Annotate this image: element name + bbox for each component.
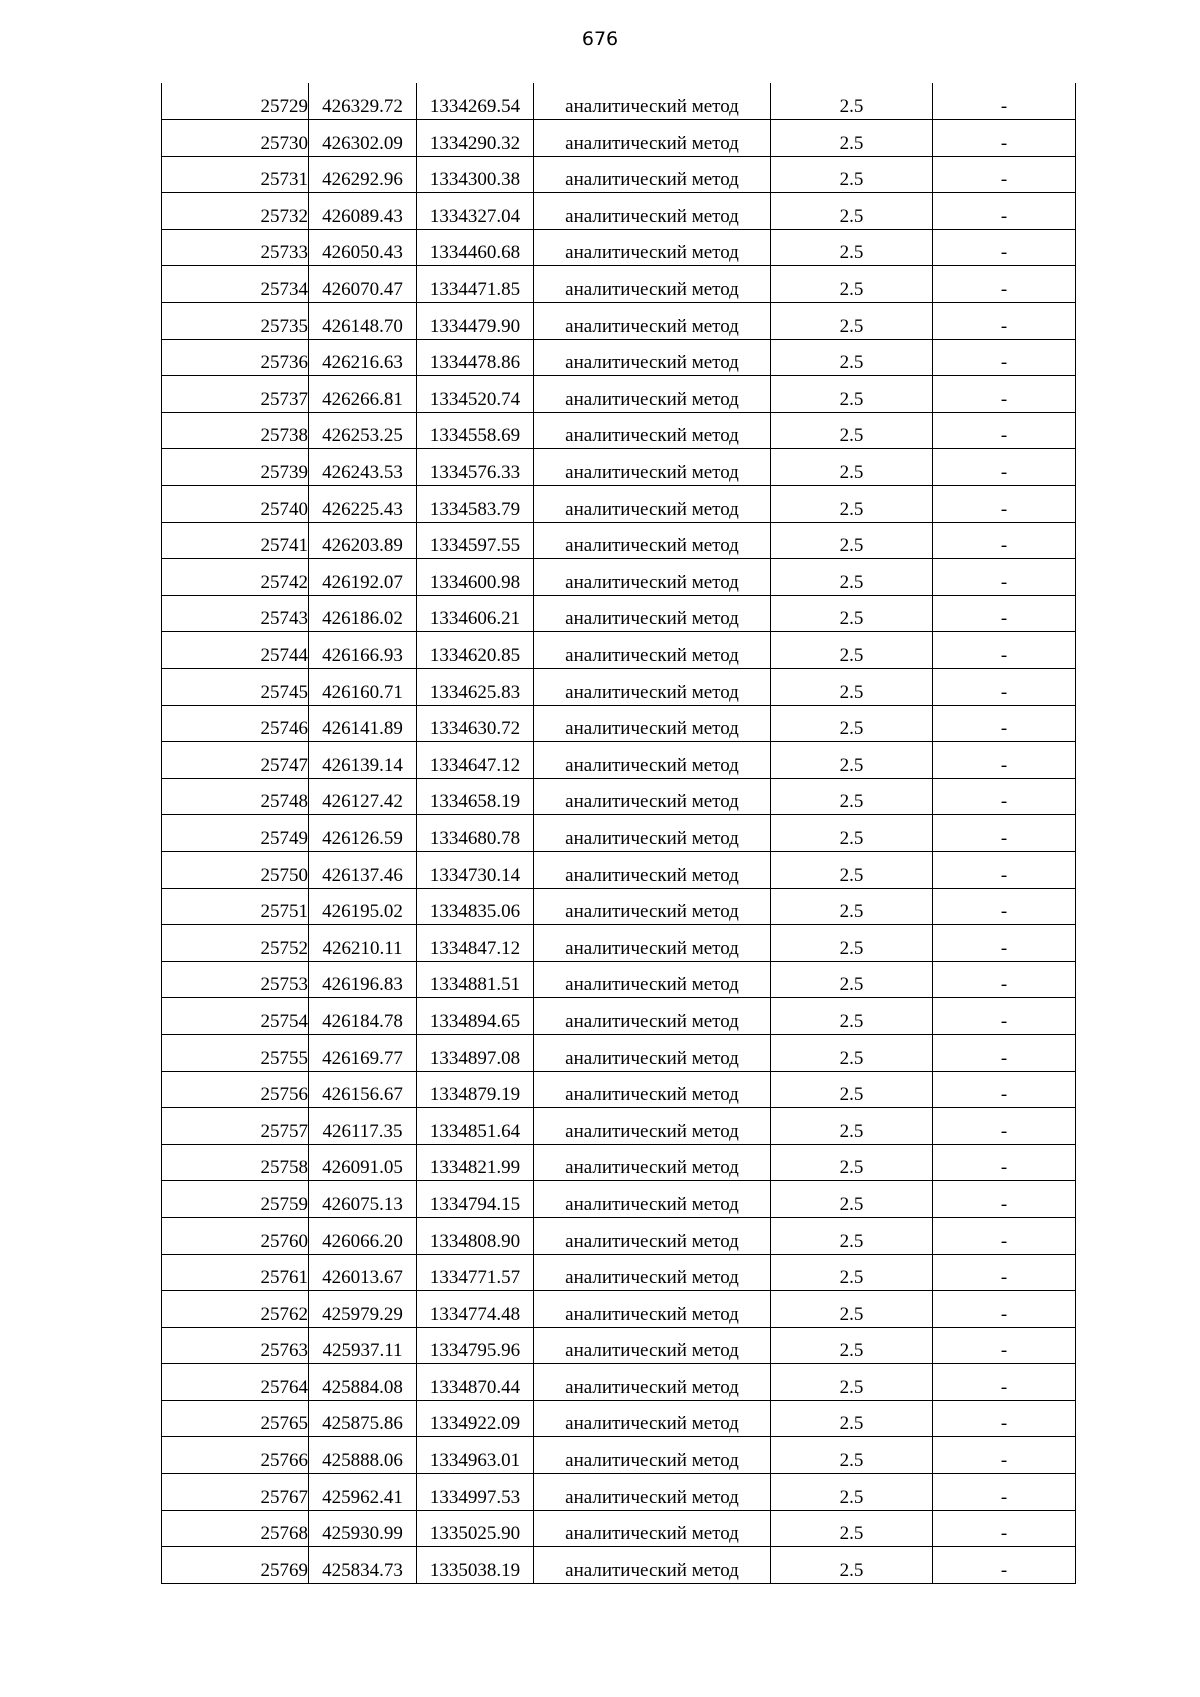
method-cell: аналитический метод [534,1181,771,1218]
point-number-cell: 25744 [162,632,309,669]
table-row [162,266,1076,303]
method-cell: аналитический метод [534,1291,771,1328]
x-coordinate-cell: 425979.29 [309,1291,417,1328]
description-cell: - [933,303,1076,340]
x-coordinate-cell: 426243.53 [309,449,417,486]
y-coordinate-cell: 1334658.19 [417,778,534,815]
y-coordinate-cell: 1334881.51 [417,961,534,998]
method-cell: аналитический метод [534,412,771,449]
x-coordinate-cell: 425888.06 [309,1437,417,1474]
y-coordinate-cell: 1334620.85 [417,632,534,669]
method-cell: аналитический метод [534,120,771,157]
description-cell: - [933,1034,1076,1071]
x-coordinate-cell: 425962.41 [309,1474,417,1511]
accuracy-cell: 2.5 [771,83,933,120]
x-coordinate-cell: 426166.93 [309,632,417,669]
description-cell: - [933,486,1076,523]
description-cell: - [933,266,1076,303]
y-coordinate-cell: 1334851.64 [417,1108,534,1145]
table-row [162,339,1076,376]
accuracy-cell: 2.5 [771,1071,933,1108]
table-row [162,193,1076,230]
x-coordinate-cell: 426075.13 [309,1181,417,1218]
accuracy-cell: 2.5 [771,669,933,706]
point-number-cell: 25741 [162,522,309,559]
accuracy-cell: 2.5 [771,1510,933,1547]
description-cell: - [933,83,1076,120]
description-cell: - [933,1364,1076,1401]
y-coordinate-cell: 1334997.53 [417,1474,534,1511]
table-row [162,1108,1076,1145]
method-cell: аналитический метод [534,961,771,998]
y-coordinate-cell: 1335038.19 [417,1547,534,1584]
description-cell: - [933,522,1076,559]
description-cell: - [933,888,1076,925]
x-coordinate-cell: 426210.11 [309,925,417,962]
description-cell: - [933,1071,1076,1108]
y-coordinate-cell: 1334795.96 [417,1327,534,1364]
y-coordinate-cell: 1334478.86 [417,339,534,376]
method-cell: аналитический метод [534,742,771,779]
table-row [162,229,1076,266]
point-number-cell: 25759 [162,1181,309,1218]
accuracy-cell: 2.5 [771,1108,933,1145]
description-cell: - [933,193,1076,230]
table-row [162,632,1076,669]
method-cell: аналитический метод [534,266,771,303]
x-coordinate-cell: 426070.47 [309,266,417,303]
x-coordinate-cell: 426203.89 [309,522,417,559]
accuracy-cell: 2.5 [771,1400,933,1437]
accuracy-cell: 2.5 [771,1034,933,1071]
x-coordinate-cell: 426184.78 [309,998,417,1035]
x-coordinate-cell: 425937.11 [309,1327,417,1364]
y-coordinate-cell: 1334870.44 [417,1364,534,1401]
table-row [162,595,1076,632]
table-row [162,1144,1076,1181]
table-row [162,1071,1076,1108]
accuracy-cell: 2.5 [771,412,933,449]
x-coordinate-cell: 426091.05 [309,1144,417,1181]
point-number-cell: 25745 [162,669,309,706]
accuracy-cell: 2.5 [771,303,933,340]
y-coordinate-cell: 1334625.83 [417,669,534,706]
description-cell: - [933,376,1076,413]
method-cell: аналитический метод [534,595,771,632]
x-coordinate-cell: 426329.72 [309,83,417,120]
point-number-cell: 25761 [162,1254,309,1291]
table-row [162,669,1076,706]
description-cell: - [933,1474,1076,1511]
x-coordinate-cell: 426141.89 [309,705,417,742]
point-number-cell: 25754 [162,998,309,1035]
x-coordinate-cell: 426127.42 [309,778,417,815]
x-coordinate-cell: 426066.20 [309,1217,417,1254]
table-row [162,961,1076,998]
method-cell: аналитический метод [534,851,771,888]
method-cell: аналитический метод [534,376,771,413]
accuracy-cell: 2.5 [771,120,933,157]
method-cell: аналитический метод [534,486,771,523]
description-cell: - [933,1108,1076,1145]
table-row [162,486,1076,523]
table-row [162,83,1076,120]
x-coordinate-cell: 426156.67 [309,1071,417,1108]
description-cell: - [933,851,1076,888]
x-coordinate-cell: 425930.99 [309,1510,417,1547]
table-row [162,1291,1076,1328]
point-number-cell: 25755 [162,1034,309,1071]
x-coordinate-cell: 426137.46 [309,851,417,888]
table-row [162,1181,1076,1218]
y-coordinate-cell: 1334597.55 [417,522,534,559]
accuracy-cell: 2.5 [771,888,933,925]
x-coordinate-cell: 426253.25 [309,412,417,449]
method-cell: аналитический метод [534,449,771,486]
x-coordinate-cell: 426266.81 [309,376,417,413]
point-number-cell: 25748 [162,778,309,815]
table-row [162,1034,1076,1071]
table-row [162,156,1076,193]
accuracy-cell: 2.5 [771,449,933,486]
method-cell: аналитический метод [534,156,771,193]
description-cell: - [933,778,1076,815]
method-cell: аналитический метод [534,1364,771,1401]
y-coordinate-cell: 1334894.65 [417,998,534,1035]
y-coordinate-cell: 1334606.21 [417,595,534,632]
x-coordinate-cell: 426089.43 [309,193,417,230]
accuracy-cell: 2.5 [771,1291,933,1328]
point-number-cell: 25737 [162,376,309,413]
point-number-cell: 25767 [162,1474,309,1511]
point-number-cell: 25732 [162,193,309,230]
x-coordinate-cell: 426148.70 [309,303,417,340]
method-cell: аналитический метод [534,998,771,1035]
accuracy-cell: 2.5 [771,998,933,1035]
table-row [162,120,1076,157]
point-number-cell: 25769 [162,1547,309,1584]
method-cell: аналитический метод [534,705,771,742]
method-cell: аналитический метод [534,1144,771,1181]
description-cell: - [933,961,1076,998]
accuracy-cell: 2.5 [771,522,933,559]
method-cell: аналитический метод [534,522,771,559]
table-row [162,778,1076,815]
point-number-cell: 25760 [162,1217,309,1254]
point-number-cell: 25735 [162,303,309,340]
description-cell: - [933,815,1076,852]
y-coordinate-cell: 1334479.90 [417,303,534,340]
point-number-cell: 25746 [162,705,309,742]
x-coordinate-cell: 426225.43 [309,486,417,523]
accuracy-cell: 2.5 [771,1254,933,1291]
table-row [162,1327,1076,1364]
accuracy-cell: 2.5 [771,851,933,888]
method-cell: аналитический метод [534,1327,771,1364]
y-coordinate-cell: 1334558.69 [417,412,534,449]
coordinates-table-body [162,83,1076,1583]
y-coordinate-cell: 1334520.74 [417,376,534,413]
table-row [162,705,1076,742]
method-cell: аналитический метод [534,1217,771,1254]
accuracy-cell: 2.5 [771,559,933,596]
table-row [162,376,1076,413]
method-cell: аналитический метод [534,1474,771,1511]
point-number-cell: 25731 [162,156,309,193]
point-number-cell: 25763 [162,1327,309,1364]
x-coordinate-cell: 426117.35 [309,1108,417,1145]
y-coordinate-cell: 1334630.72 [417,705,534,742]
accuracy-cell: 2.5 [771,961,933,998]
description-cell: - [933,1547,1076,1584]
method-cell: аналитический метод [534,339,771,376]
description-cell: - [933,1510,1076,1547]
table-row [162,998,1076,1035]
point-number-cell: 25740 [162,486,309,523]
x-coordinate-cell: 426050.43 [309,229,417,266]
description-cell: - [933,998,1076,1035]
table-row [162,815,1076,852]
accuracy-cell: 2.5 [771,925,933,962]
table-row [162,1400,1076,1437]
accuracy-cell: 2.5 [771,266,933,303]
description-cell: - [933,595,1076,632]
table-row [162,1510,1076,1547]
x-coordinate-cell: 426186.02 [309,595,417,632]
description-cell: - [933,1437,1076,1474]
y-coordinate-cell: 1335025.90 [417,1510,534,1547]
method-cell: аналитический метод [534,229,771,266]
x-coordinate-cell: 426126.59 [309,815,417,852]
table-row [162,303,1076,340]
description-cell: - [933,632,1076,669]
y-coordinate-cell: 1334847.12 [417,925,534,962]
y-coordinate-cell: 1334771.57 [417,1254,534,1291]
x-coordinate-cell: 426195.02 [309,888,417,925]
accuracy-cell: 2.5 [771,632,933,669]
x-coordinate-cell: 426139.14 [309,742,417,779]
y-coordinate-cell: 1334576.33 [417,449,534,486]
coordinates-table [161,83,1076,1584]
x-coordinate-cell: 426292.96 [309,156,417,193]
description-cell: - [933,1254,1076,1291]
method-cell: аналитический метод [534,1510,771,1547]
table-row [162,1437,1076,1474]
accuracy-cell: 2.5 [771,1181,933,1218]
point-number-cell: 25764 [162,1364,309,1401]
method-cell: аналитический метод [534,1437,771,1474]
accuracy-cell: 2.5 [771,1327,933,1364]
method-cell: аналитический метод [534,1108,771,1145]
description-cell: - [933,120,1076,157]
description-cell: - [933,1144,1076,1181]
x-coordinate-cell: 426302.09 [309,120,417,157]
y-coordinate-cell: 1334290.32 [417,120,534,157]
y-coordinate-cell: 1334963.01 [417,1437,534,1474]
y-coordinate-cell: 1334794.15 [417,1181,534,1218]
y-coordinate-cell: 1334680.78 [417,815,534,852]
accuracy-cell: 2.5 [771,1547,933,1584]
y-coordinate-cell: 1334774.48 [417,1291,534,1328]
y-coordinate-cell: 1334808.90 [417,1217,534,1254]
accuracy-cell: 2.5 [771,1364,933,1401]
table-row [162,522,1076,559]
method-cell: аналитический метод [534,815,771,852]
point-number-cell: 25757 [162,1108,309,1145]
x-coordinate-cell: 426160.71 [309,669,417,706]
description-cell: - [933,229,1076,266]
y-coordinate-cell: 1334879.19 [417,1071,534,1108]
accuracy-cell: 2.5 [771,486,933,523]
description-cell: - [933,1217,1076,1254]
accuracy-cell: 2.5 [771,193,933,230]
description-cell: - [933,669,1076,706]
method-cell: аналитический метод [534,1034,771,1071]
method-cell: аналитический метод [534,778,771,815]
table-row [162,1547,1076,1584]
accuracy-cell: 2.5 [771,339,933,376]
point-number-cell: 25739 [162,449,309,486]
method-cell: аналитический метод [534,83,771,120]
x-coordinate-cell: 425875.86 [309,1400,417,1437]
description-cell: - [933,1400,1076,1437]
x-coordinate-cell: 425884.08 [309,1364,417,1401]
method-cell: аналитический метод [534,1547,771,1584]
description-cell: - [933,449,1076,486]
point-number-cell: 25749 [162,815,309,852]
accuracy-cell: 2.5 [771,778,933,815]
point-number-cell: 25750 [162,851,309,888]
description-cell: - [933,1291,1076,1328]
description-cell: - [933,156,1076,193]
table-row [162,1364,1076,1401]
y-coordinate-cell: 1334269.54 [417,83,534,120]
point-number-cell: 25768 [162,1510,309,1547]
x-coordinate-cell: 426013.67 [309,1254,417,1291]
table-row [162,1474,1076,1511]
point-number-cell: 25752 [162,925,309,962]
table-row [162,742,1076,779]
point-number-cell: 25762 [162,1291,309,1328]
description-cell: - [933,742,1076,779]
point-number-cell: 25765 [162,1400,309,1437]
accuracy-cell: 2.5 [771,1437,933,1474]
y-coordinate-cell: 1334821.99 [417,1144,534,1181]
accuracy-cell: 2.5 [771,742,933,779]
table-row [162,851,1076,888]
point-number-cell: 25734 [162,266,309,303]
point-number-cell: 25756 [162,1071,309,1108]
description-cell: - [933,412,1076,449]
y-coordinate-cell: 1334471.85 [417,266,534,303]
method-cell: аналитический метод [534,1071,771,1108]
y-coordinate-cell: 1334922.09 [417,1400,534,1437]
accuracy-cell: 2.5 [771,705,933,742]
table-row [162,559,1076,596]
point-number-cell: 25742 [162,559,309,596]
y-coordinate-cell: 1334460.68 [417,229,534,266]
point-number-cell: 25733 [162,229,309,266]
method-cell: аналитический метод [534,193,771,230]
table-row [162,1217,1076,1254]
description-cell: - [933,339,1076,376]
y-coordinate-cell: 1334835.06 [417,888,534,925]
description-cell: - [933,705,1076,742]
accuracy-cell: 2.5 [771,595,933,632]
y-coordinate-cell: 1334300.38 [417,156,534,193]
y-coordinate-cell: 1334730.14 [417,851,534,888]
table-row [162,1254,1076,1291]
point-number-cell: 25751 [162,888,309,925]
accuracy-cell: 2.5 [771,156,933,193]
point-number-cell: 25766 [162,1437,309,1474]
accuracy-cell: 2.5 [771,229,933,266]
description-cell: - [933,559,1076,596]
point-number-cell: 25738 [162,412,309,449]
point-number-cell: 25753 [162,961,309,998]
method-cell: аналитический метод [534,925,771,962]
method-cell: аналитический метод [534,888,771,925]
point-number-cell: 25730 [162,120,309,157]
x-coordinate-cell: 426216.63 [309,339,417,376]
method-cell: аналитический метод [534,632,771,669]
method-cell: аналитический метод [534,303,771,340]
y-coordinate-cell: 1334327.04 [417,193,534,230]
accuracy-cell: 2.5 [771,376,933,413]
point-number-cell: 25747 [162,742,309,779]
y-coordinate-cell: 1334600.98 [417,559,534,596]
point-number-cell: 25758 [162,1144,309,1181]
table-row [162,412,1076,449]
table-row [162,888,1076,925]
y-coordinate-cell: 1334583.79 [417,486,534,523]
table-row [162,449,1076,486]
accuracy-cell: 2.5 [771,1217,933,1254]
accuracy-cell: 2.5 [771,1144,933,1181]
point-number-cell: 25736 [162,339,309,376]
description-cell: - [933,1327,1076,1364]
x-coordinate-cell: 426196.83 [309,961,417,998]
point-number-cell: 25729 [162,83,309,120]
y-coordinate-cell: 1334647.12 [417,742,534,779]
accuracy-cell: 2.5 [771,815,933,852]
x-coordinate-cell: 425834.73 [309,1547,417,1584]
description-cell: - [933,925,1076,962]
point-number-cell: 25743 [162,595,309,632]
description-cell: - [933,1181,1076,1218]
method-cell: аналитический метод [534,1254,771,1291]
method-cell: аналитический метод [534,1400,771,1437]
x-coordinate-cell: 426169.77 [309,1034,417,1071]
method-cell: аналитический метод [534,669,771,706]
y-coordinate-cell: 1334897.08 [417,1034,534,1071]
method-cell: аналитический метод [534,559,771,596]
accuracy-cell: 2.5 [771,1474,933,1511]
page-number: 676 [581,28,619,50]
x-coordinate-cell: 426192.07 [309,559,417,596]
table-row [162,925,1076,962]
